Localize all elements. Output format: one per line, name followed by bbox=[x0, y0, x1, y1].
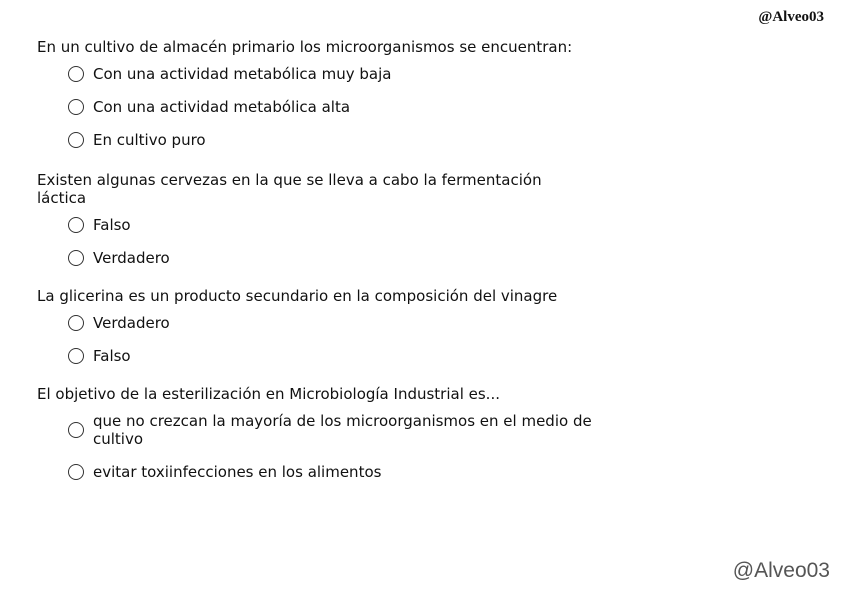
question-text: La glicerina es un producto secundario en la composición del vinagre bbox=[37, 287, 558, 305]
radio-button[interactable] bbox=[68, 99, 84, 115]
option-3-a[interactable] bbox=[68, 314, 617, 332]
option-4-a[interactable] bbox=[68, 412, 617, 448]
radio-button[interactable] bbox=[68, 348, 84, 364]
question-text: El objetivo de la esterilización en Microbiología Industrial es... bbox=[37, 385, 500, 403]
question-text: En un cultivo de almacén primario los microorganismos se encuentran: bbox=[37, 38, 573, 56]
radio-button[interactable] bbox=[68, 132, 84, 148]
option-1-b[interactable] bbox=[68, 98, 617, 116]
option-label: Falso bbox=[93, 347, 131, 365]
quiz bbox=[37, 38, 617, 501]
question-3 bbox=[37, 287, 617, 365]
radio-button[interactable] bbox=[68, 217, 84, 233]
radio-button[interactable] bbox=[68, 66, 84, 82]
radio-button[interactable] bbox=[68, 315, 84, 331]
watermark-top: @Alveo03 bbox=[758, 9, 824, 25]
question-4 bbox=[37, 385, 617, 481]
option-3-b[interactable] bbox=[68, 347, 617, 365]
option-label: Con una actividad metabólica muy baja bbox=[93, 65, 392, 83]
question-1 bbox=[37, 38, 617, 149]
option-label: que no crezcan la mayoría de los microorganismos en el medio de cultivo bbox=[93, 412, 592, 448]
option-label: Con una actividad metabólica alta bbox=[93, 98, 351, 116]
option-label: evitar toxiinfecciones en los alimentos bbox=[93, 463, 382, 481]
option-2-b[interactable] bbox=[68, 249, 617, 267]
option-2-a[interactable] bbox=[68, 216, 617, 234]
option-label: Falso bbox=[93, 216, 131, 234]
question-2 bbox=[37, 171, 617, 267]
option-1-a[interactable] bbox=[68, 65, 617, 83]
radio-button[interactable] bbox=[68, 250, 84, 266]
question-text: Existen algunas cervezas en la que se lleva a cabo la fermentación láctica bbox=[37, 171, 542, 207]
option-4-b[interactable] bbox=[68, 463, 617, 481]
option-label: Verdadero bbox=[93, 249, 170, 267]
option-label: Verdadero bbox=[93, 314, 170, 332]
watermark-bottom: @Alveo03 bbox=[732, 559, 830, 582]
radio-button[interactable] bbox=[68, 464, 84, 480]
option-1-c[interactable] bbox=[68, 131, 617, 149]
option-label: En cultivo puro bbox=[93, 131, 206, 149]
radio-button[interactable] bbox=[68, 422, 84, 438]
